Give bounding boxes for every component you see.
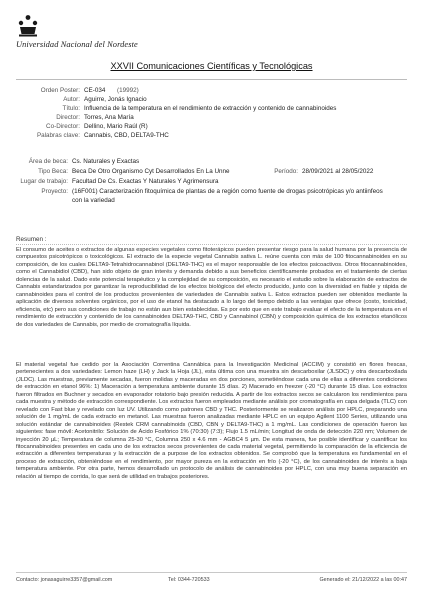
header-divider (16, 79, 407, 80)
footer-generated: Generado el: 21/12/2022 a las 00:47 (319, 577, 407, 583)
type-value: Beca De Otro Organismo Cyt Desarrollados En La Unne (72, 168, 230, 175)
university-logo-icon (16, 14, 40, 38)
area-value: Cs. Naturales y Exactas (72, 158, 140, 165)
footer-contact: Contacto: jonasaguirre3357@gmail.com (16, 577, 113, 583)
footer-divider (16, 572, 407, 573)
place-value: Facultad De Cs. Exactas Y Naturales Y Agrimensura (72, 178, 219, 185)
order-code: (19992) (117, 87, 139, 94)
summary-heading: Resumen : (16, 236, 47, 243)
author-label: Autor: (63, 96, 80, 103)
order-label: Orden Poster: (40, 87, 80, 94)
project-line2: con la variedad (72, 197, 115, 204)
event-title: XXVII Comunicaciones Científicas y Tecnológicas (110, 61, 313, 71)
keywords-label: Palabras clave: (36, 132, 80, 139)
codirector-label: Co-Director: (46, 123, 80, 130)
period-value: 28/09/2021 al 28/05/2022 (302, 168, 374, 175)
director-label: Director: (56, 114, 80, 121)
order-value: CE-034 (84, 87, 106, 94)
codirector-value: Dellino, Mario Raúl (R) (84, 123, 148, 130)
footer-phone: Tel: 0344-720533 (168, 577, 210, 583)
title-value: Influencia de la temperatura en el rendimiento de extracción y contenido de cannabinoides (84, 105, 337, 112)
summary-paragraph-1: El consumo de aceites o extractos de algunas especies vegetales como fitoterápicos pueden presentar riesgo para la salud humana por la presencia de compuestos psicotrópicos o toxicológicos. El extracto de la especie vegetal Cannabis sativa L. reúne cuenta con más de 100 fitocannabinoides en su composición, de los cuales DELTA9-Tetrahidrocannabinol (DELTA9-THC) es el mayor responsable de los efectos psicoactivos. Otros fitocannabinoides, como el Cannabidiol (CBD), han sido objeto de gran interés y demanda debido a sus beneficios científicamente probados en el tratamiento de ciertas dolencias de la salud. Dado este potencial terapéutico y la complejidad de su composición, es necesario el estudio sobre la elaboración de extractos de Cannabis estandarizados por garantizar la reproducibilidad de los efectos biológicos del efecto producido, junto con la diversidad en fiable y rápida de cannabinoides para el control de los productos provenientes de variedades de Cannabis sativa L. Estos extractos pueden ser obtenidos mediante la aplicación de diversos solventes orgánicos, por el uso de etanol ha destacado a lo largo del tiempo debido a las ventajas que ofrece (costo, toxicidad, eficiencia, etc) pero sus condiciones de trabajo no están aun bien establecidas. Es por esto que en este trabajo evaluar el efecto de la temperatura en el rendimiento de extracción y contenido de los cannabinoides DELTA9-THC, CBD y Cannabinol (CBN) y composición química de los extractos etanólicos de dos variedades de Cannabis, por medio de cromatografía líquida. (16, 247, 407, 328)
title-label: Título: (62, 105, 80, 112)
summary-divider (16, 244, 407, 245)
director-value: Torres, Ana María (84, 114, 134, 121)
meta-type-row (0, 168, 423, 176)
type-label: Tipo Beca: (38, 168, 68, 175)
project-line1: (16F001) Caracterización fitoquímica de plantas de a región como fuente de drogas psicotrópicas y/o antiinfeos (72, 188, 383, 195)
project-label: Proyecto: (41, 188, 68, 195)
period-label: Período: (274, 168, 298, 175)
keywords-value: Cannabis, CBD, DELTA9-THC (84, 132, 169, 139)
university-name: Universidad Nacional del Nordeste (16, 40, 138, 49)
author-value: Aguirre, Jonás Ignacio (84, 96, 147, 103)
area-label: Área de beca: (28, 158, 68, 165)
summary-paragraph-2: El material vegetal fue cedido por la Asociación Correntina Cannábica para la Investigación Medicinal (ACCIM) y consistió en flores frescas, pertenecientes a dos variedades: Lemon haze (LH) y Jack la Hoja (JL), esta última con una muestra sin descarboxilar (JLSDC) y otra descarboxilada (JLDC). Las muestras, previamente secadas, fueron molidas y maceradas en dos porciones, sometiéndose cada una de ellas a diferentes condiciones de extracción en etanol 96%: 1) Maceración a temperatura ambiente durante 15 días. 2) Macerado en freezer (-20 °C) durante 15 días. Los extractos fueron filtrados en Buchner y secados en evaporador rotatorio bajo presión reducida. A partir de los extractos secos se calcularon los rendimientos para cada muestra y método de extracción correspondiente. Los extractos fueron empleados mediante análisis por cromatografía en capa delgada (TLC) con revelado con Fast blue y revelado con luz UV. Utilizando como patrones CBD y THC. Posteriormente se realizaron análisis por HPLC, preparando una solución de 1 mg/mL de cada extracto en metanol. Las muestras fueron analizadas mediante HPLC en un equipo Agilent 1100 Series, utilizando una solución estándar de cannabinoides (Restek CRM cannabinoids (CBD, CBN y DELTA9-THC) a 1 mg/mL. Las condiciones de operación fueron las siguientes: fase móvil: Acetonitrilo: Solución de Ácido Fosfórico 1% (70:30) (7:3); Flujo 1.5 mL/min; Longitud de onda de detección 220 nm; Volumen de inyección 20 µL; Temperatura de columna 25-30 °C, Columna 250 x 4.6 mm - AGBC4 5 µm. De esta manera, fue posible identificar y cuantificar los fitocannabinoides presentes en cada uno de los extractos secos provenientes de cada material vegetal, permitiendo la comparación de la eficiencia de extracción a diferentes temperaturas y la extracción de a purpose de los extractos obtenidos. Se comprobó que la temperatura es fundamental en el proceso de extracción, obteniéndose en el rendimiento, por mayor pureza en la extracción en frío (-20 °C), de los cannabinoides de interés a baja temperatura ambiente. Por otra parte, hemos desarrollado un protocolo de análisis de cannabinoides por HPLC, con una muy buena separación en relación al tiempo de corrida, lo que será de utilidad en trabajos posteriores. (16, 362, 407, 480)
place-label: Lugar de trabajo: (20, 178, 68, 185)
